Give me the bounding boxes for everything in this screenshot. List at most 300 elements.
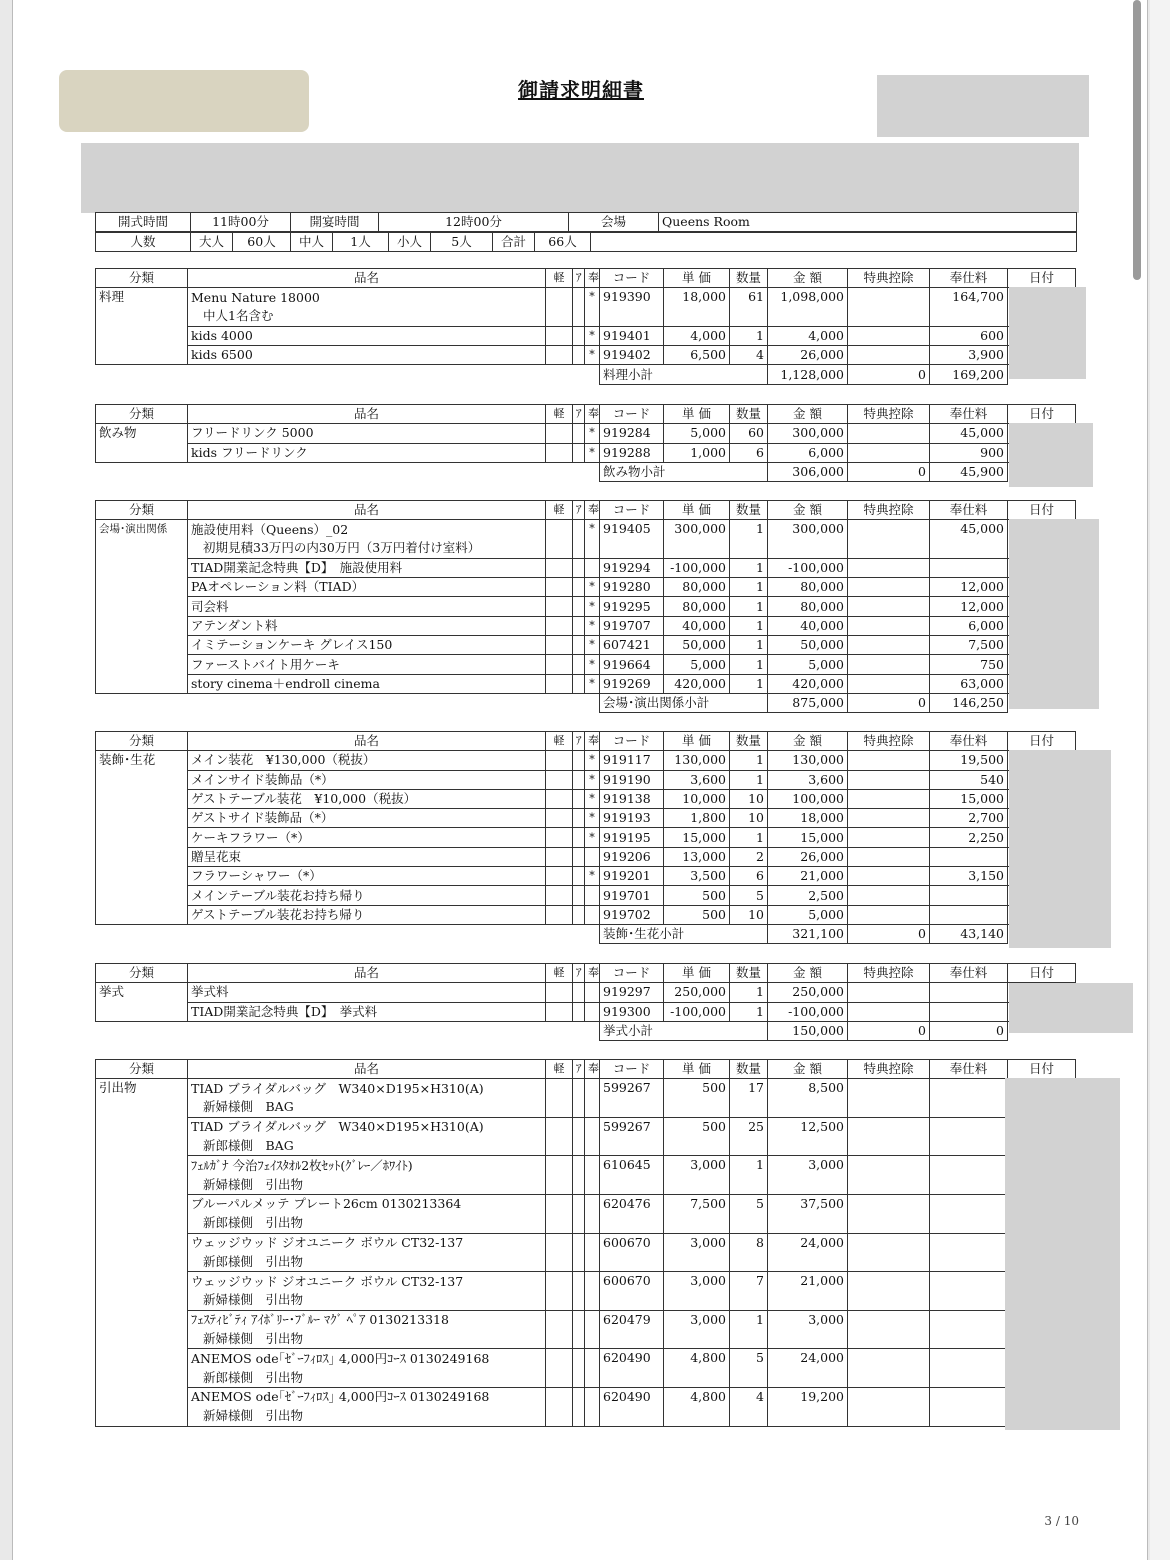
discount (848, 1310, 930, 1349)
light-tax-cell (546, 1195, 573, 1234)
event-info-table (95, 212, 1077, 232)
category-cell: 引出物 (96, 1079, 188, 1426)
table-row (96, 597, 1076, 616)
table-row (96, 616, 1076, 635)
alt-cell (573, 983, 585, 1002)
column-header: 数量 (730, 501, 768, 520)
service-mark: * (585, 636, 600, 655)
venue-label: 会場 (569, 213, 659, 232)
discount (848, 288, 930, 327)
subtotal-service: 43,140 (930, 924, 1008, 943)
service-charge (930, 1349, 1008, 1388)
item-code: 919294 (600, 558, 664, 577)
item-name: story cinema＋endroll cinema (188, 674, 546, 693)
item-note (188, 1137, 546, 1156)
light-tax-cell (546, 616, 573, 635)
column-header: 軽 (546, 405, 573, 424)
amount: -100,000 (768, 558, 848, 577)
subtotal-label: 会場･演出関係小計 (600, 693, 768, 712)
table-row (96, 443, 1076, 462)
column-header: 日付 (1008, 732, 1076, 751)
light-tax-cell (546, 1117, 573, 1156)
redacted-header-right (877, 75, 1089, 137)
light-tax-cell (546, 770, 573, 789)
item-code: 919297 (600, 983, 664, 1002)
item-note (188, 1252, 546, 1271)
banquet-time-value: 12時00分 (379, 213, 569, 232)
item-code: 919401 (600, 326, 664, 345)
category-cell: 装飾･生花 (96, 751, 188, 925)
amount: 19,200 (768, 1388, 848, 1427)
column-header: 単 価 (664, 269, 730, 288)
unit-price: 4,000 (664, 326, 730, 345)
redacted-customer-info (81, 143, 1079, 213)
item-code: 919195 (600, 828, 664, 847)
redacted-date-column-3 (1009, 519, 1099, 709)
subtotal-amount: 1,128,000 (768, 365, 848, 384)
column-header: 分類 (96, 1060, 188, 1079)
item-name: ゲストサイド装飾品（*） (188, 809, 546, 828)
light-tax-cell (546, 1310, 573, 1349)
column-header: 品名 (188, 1060, 546, 1079)
amount: 3,600 (768, 770, 848, 789)
light-tax-cell (546, 674, 573, 693)
amount: 40,000 (768, 616, 848, 635)
subtotal-row (96, 462, 1076, 481)
light-tax-cell (546, 1079, 573, 1118)
subtotal-service: 169,200 (930, 365, 1008, 384)
service-mark: * (585, 789, 600, 808)
service-mark (585, 1272, 600, 1311)
quantity: 5 (730, 886, 768, 905)
subtotal-row (96, 1021, 1076, 1040)
info-row-guests (96, 233, 1077, 252)
alt-cell (573, 558, 585, 577)
column-header: 数量 (730, 732, 768, 751)
column-header: 軽 (546, 269, 573, 288)
service-charge: 45,000 (930, 520, 1008, 559)
service-mark (585, 558, 600, 577)
column-header: 奉仕料 (930, 964, 1008, 983)
column-header: 数量 (730, 269, 768, 288)
unit-price: 500 (664, 886, 730, 905)
redacted-date-column-5 (1009, 983, 1133, 1033)
service-charge: 750 (930, 655, 1008, 674)
page-title: 御請求明細書 (518, 78, 644, 102)
light-tax-cell (546, 1349, 573, 1388)
discount (848, 1272, 930, 1311)
section-header-row (96, 732, 1076, 751)
subtotal-discount: 0 (848, 462, 930, 481)
amount: 420,000 (768, 674, 848, 693)
subtotal-label: 料理小計 (600, 365, 768, 384)
item-name: TIAD開業記念特典【D】 施設使用料 (188, 558, 546, 577)
column-header: 特典控除 (848, 1060, 930, 1079)
column-header: 単 価 (664, 405, 730, 424)
alt-cell (573, 424, 585, 443)
alt-cell (573, 655, 585, 674)
column-header: コード (600, 269, 664, 288)
item-code: 919702 (600, 905, 664, 924)
service-charge: 3,150 (930, 867, 1008, 886)
service-mark: * (585, 346, 600, 365)
amount: 100,000 (768, 789, 848, 808)
discount (848, 1349, 930, 1388)
discount (848, 983, 930, 1002)
unit-price: 3,000 (664, 1233, 730, 1272)
table-row (96, 1117, 1076, 1136)
adult-value: 60人 (233, 233, 291, 252)
amount: 5,000 (768, 655, 848, 674)
column-header: 奉仕料 (930, 405, 1008, 424)
service-mark (585, 983, 600, 1002)
item-name: PAオペレーション料（TIAD） (188, 578, 546, 597)
subtotal-discount: 0 (848, 693, 930, 712)
unit-price: 500 (664, 1079, 730, 1118)
subtotal-service: 45,900 (930, 462, 1008, 481)
section-table (95, 404, 1076, 482)
column-header: コード (600, 732, 664, 751)
discount (848, 828, 930, 847)
service-charge (930, 558, 1008, 577)
light-tax-cell (546, 578, 573, 597)
discount (848, 1156, 930, 1195)
service-mark: * (585, 655, 600, 674)
service-charge: 540 (930, 770, 1008, 789)
service-mark (585, 1388, 600, 1427)
item-code: 620490 (600, 1349, 664, 1388)
light-tax-cell (546, 905, 573, 924)
column-header: ｱ (573, 732, 585, 751)
service-charge (930, 1079, 1008, 1118)
column-header: 日付 (1008, 964, 1076, 983)
subtotal-discount: 0 (848, 1021, 930, 1040)
discount (848, 1002, 930, 1021)
ceremony-time-value: 11時00分 (191, 213, 291, 232)
alt-cell (573, 770, 585, 789)
unit-price: 80,000 (664, 597, 730, 616)
subtotal-row (96, 365, 1076, 384)
item-name: メイン装花 ¥130,000（税抜） (188, 751, 546, 770)
column-header: 奉 (585, 269, 600, 288)
section-header-row (96, 501, 1076, 520)
item-code: 919269 (600, 674, 664, 693)
service-mark: * (585, 288, 600, 327)
subtotal-amount: 321,100 (768, 924, 848, 943)
light-tax-cell (546, 346, 573, 365)
quantity: 1 (730, 770, 768, 789)
item-name: ANEMOS ode｢ｾﾞｰﾌｨﾛｽ｣ 4,000円ｺｰｽ 0130249168 (188, 1388, 546, 1407)
unit-price: 5,000 (664, 655, 730, 674)
column-header: 金 額 (768, 269, 848, 288)
table-row (96, 809, 1076, 828)
alt-cell (573, 288, 585, 327)
item-name: メインテーブル装花お持ち帰り (188, 886, 546, 905)
item-name: メインサイド装飾品（*） (188, 770, 546, 789)
item-code: 620476 (600, 1195, 664, 1234)
table-row (96, 789, 1076, 808)
service-mark: * (585, 867, 600, 886)
table-row (96, 346, 1076, 365)
column-header: コード (600, 405, 664, 424)
subtotal-spacer (96, 462, 600, 481)
light-tax-cell (546, 636, 573, 655)
item-code: 919193 (600, 809, 664, 828)
quantity: 1 (730, 655, 768, 674)
redacted-date-column-6 (1005, 1078, 1120, 1430)
column-header: 分類 (96, 732, 188, 751)
column-header: 単 価 (664, 501, 730, 520)
light-tax-cell (546, 1388, 573, 1427)
item-code: 919701 (600, 886, 664, 905)
item-code: 620490 (600, 1388, 664, 1427)
service-charge: 12,000 (930, 597, 1008, 616)
alt-cell (573, 1156, 585, 1195)
redacted-logo (59, 70, 309, 132)
table-row (96, 886, 1076, 905)
amount: 1,098,000 (768, 288, 848, 327)
info-row-times (96, 213, 1077, 232)
light-tax-cell (546, 1002, 573, 1021)
item-code: 620479 (600, 1310, 664, 1349)
table-row (96, 636, 1076, 655)
quantity: 1 (730, 558, 768, 577)
column-header: 分類 (96, 405, 188, 424)
service-mark: * (585, 770, 600, 789)
alt-cell (573, 520, 585, 559)
item-note (188, 307, 546, 326)
unit-price: 300,000 (664, 520, 730, 559)
service-charge: 2,700 (930, 809, 1008, 828)
light-tax-cell (546, 809, 573, 828)
alt-cell (573, 847, 585, 866)
alt-cell (573, 751, 585, 770)
quantity: 10 (730, 809, 768, 828)
category-cell: 挙式 (96, 983, 188, 1022)
table-row (96, 1079, 1076, 1098)
subtotal-spacer (96, 693, 600, 712)
column-header: 日付 (1008, 1060, 1076, 1079)
item-note-text: 新婦様側 引出物 (203, 1176, 304, 1192)
alt-cell (573, 905, 585, 924)
item-code: 599267 (600, 1117, 664, 1156)
table-row (96, 1233, 1076, 1252)
unit-price: 5,000 (664, 424, 730, 443)
item-note (188, 539, 546, 558)
item-name: 司会料 (188, 597, 546, 616)
item-code: 919190 (600, 770, 664, 789)
quantity: 1 (730, 636, 768, 655)
column-header: コード (600, 1060, 664, 1079)
unit-price: 420,000 (664, 674, 730, 693)
discount (848, 886, 930, 905)
section-header-row (96, 964, 1076, 983)
service-charge (930, 1310, 1008, 1349)
light-tax-cell (546, 326, 573, 345)
column-header: 単 価 (664, 732, 730, 751)
quantity: 1 (730, 751, 768, 770)
light-tax-cell (546, 424, 573, 443)
scrollbar-track[interactable] (1150, 0, 1170, 1560)
discount (848, 326, 930, 345)
discount (848, 636, 930, 655)
alt-cell (573, 886, 585, 905)
service-charge: 19,500 (930, 751, 1008, 770)
table-row (96, 424, 1076, 443)
unit-price: 3,500 (664, 867, 730, 886)
column-header: 金 額 (768, 501, 848, 520)
unit-price: 500 (664, 1117, 730, 1156)
discount (848, 597, 930, 616)
discount (848, 789, 930, 808)
table-row (96, 1310, 1076, 1329)
column-header: ｱ (573, 405, 585, 424)
unit-price: 1,800 (664, 809, 730, 828)
item-name: フラワーシャワー（*） (188, 867, 546, 886)
table-row (96, 1156, 1076, 1175)
service-charge (930, 1156, 1008, 1195)
table-row (96, 867, 1076, 886)
amount: 300,000 (768, 424, 848, 443)
alt-cell (573, 636, 585, 655)
item-code: 610645 (600, 1156, 664, 1195)
light-tax-cell (546, 1272, 573, 1311)
column-header: 品名 (188, 964, 546, 983)
item-code: 919201 (600, 867, 664, 886)
venue-value: Queens Room (659, 213, 1077, 232)
service-mark: * (585, 751, 600, 770)
quantity: 4 (730, 1388, 768, 1427)
light-tax-cell (546, 828, 573, 847)
scrollbar-thumb[interactable] (1133, 0, 1141, 280)
item-note-text: 新郎様側 BAG (203, 1138, 294, 1154)
light-tax-cell (546, 1156, 573, 1195)
light-tax-cell (546, 558, 573, 577)
service-charge (930, 1388, 1008, 1427)
column-header: 特典控除 (848, 501, 930, 520)
amount: 80,000 (768, 597, 848, 616)
quantity: 60 (730, 424, 768, 443)
item-note-text: 新郎様側 引出物 (203, 1369, 304, 1385)
column-header: ｱ (573, 964, 585, 983)
item-note (188, 1291, 546, 1310)
light-tax-cell (546, 867, 573, 886)
item-name: kids 4000 (188, 326, 546, 345)
quantity: 10 (730, 905, 768, 924)
quantity: 1 (730, 983, 768, 1002)
unit-price: 15,000 (664, 828, 730, 847)
unit-price: -100,000 (664, 558, 730, 577)
column-header: 日付 (1008, 501, 1076, 520)
item-name: 挙式料 (188, 983, 546, 1002)
youth-label: 中人 (291, 233, 333, 252)
item-note-text: 新婦様側 BAG (203, 1099, 294, 1115)
quantity: 1 (730, 578, 768, 597)
column-header: 品名 (188, 269, 546, 288)
table-row (96, 983, 1076, 1002)
discount (848, 1233, 930, 1272)
service-charge (930, 847, 1008, 866)
item-note-text: 新婦様側 引出物 (203, 1408, 304, 1424)
subtotal-amount: 306,000 (768, 462, 848, 481)
service-charge: 164,700 (930, 288, 1008, 327)
alt-cell (573, 1388, 585, 1427)
discount (848, 558, 930, 577)
alt-cell (573, 867, 585, 886)
column-header: コード (600, 964, 664, 983)
light-tax-cell (546, 751, 573, 770)
subtotal-service: 146,250 (930, 693, 1008, 712)
subtotal-spacer (96, 1021, 600, 1040)
subtotal-amount: 150,000 (768, 1021, 848, 1040)
service-mark (585, 1079, 600, 1118)
child-label: 小人 (389, 233, 431, 252)
discount (848, 443, 930, 462)
item-name: Menu Nature 18000 (188, 288, 546, 307)
table-row (96, 751, 1076, 770)
table-row (96, 1388, 1076, 1407)
page-indicator: 3 / 10 (1044, 1514, 1079, 1528)
section-table (95, 1059, 1076, 1427)
discount (848, 867, 930, 886)
column-header: 金 額 (768, 732, 848, 751)
column-header: 単 価 (664, 964, 730, 983)
service-mark: * (585, 597, 600, 616)
amount: 18,000 (768, 809, 848, 828)
discount (848, 809, 930, 828)
quantity: 4 (730, 346, 768, 365)
table-row (96, 326, 1076, 345)
section-header-row (96, 269, 1076, 288)
quantity: 1 (730, 1002, 768, 1021)
table-row (96, 655, 1076, 674)
item-note-text: 新婦様側 引出物 (203, 1292, 304, 1308)
quantity: 2 (730, 847, 768, 866)
column-header: 品名 (188, 501, 546, 520)
quantity: 25 (730, 1117, 768, 1156)
service-mark (585, 1310, 600, 1349)
unit-price: 1,000 (664, 443, 730, 462)
column-header: 奉 (585, 732, 600, 751)
service-charge: 15,000 (930, 789, 1008, 808)
unit-price: 3,000 (664, 1310, 730, 1349)
service-charge: 6,000 (930, 616, 1008, 635)
discount (848, 655, 930, 674)
unit-price: 18,000 (664, 288, 730, 327)
table-row (96, 905, 1076, 924)
item-code: 919280 (600, 578, 664, 597)
service-charge: 7,500 (930, 636, 1008, 655)
amount: 5,000 (768, 905, 848, 924)
section-header-row (96, 1060, 1076, 1079)
subtotal-label: 装飾･生花小計 (600, 924, 768, 943)
quantity: 1 (730, 616, 768, 635)
category-cell: 会場･演出関係 (96, 520, 188, 694)
amount: 21,000 (768, 867, 848, 886)
service-mark: * (585, 674, 600, 693)
item-name: アテンダント料 (188, 616, 546, 635)
service-charge: 2,250 (930, 828, 1008, 847)
guest-count-table (95, 232, 1077, 252)
discount (848, 520, 930, 559)
unit-price: 50,000 (664, 636, 730, 655)
table-row (96, 1002, 1076, 1021)
item-name: TIAD ブライダルバッグ W340×D195×H310(A) (188, 1117, 546, 1136)
column-header: 特典控除 (848, 405, 930, 424)
column-header: ｱ (573, 269, 585, 288)
item-name: ファーストバイト用ケーキ (188, 655, 546, 674)
light-tax-cell (546, 886, 573, 905)
